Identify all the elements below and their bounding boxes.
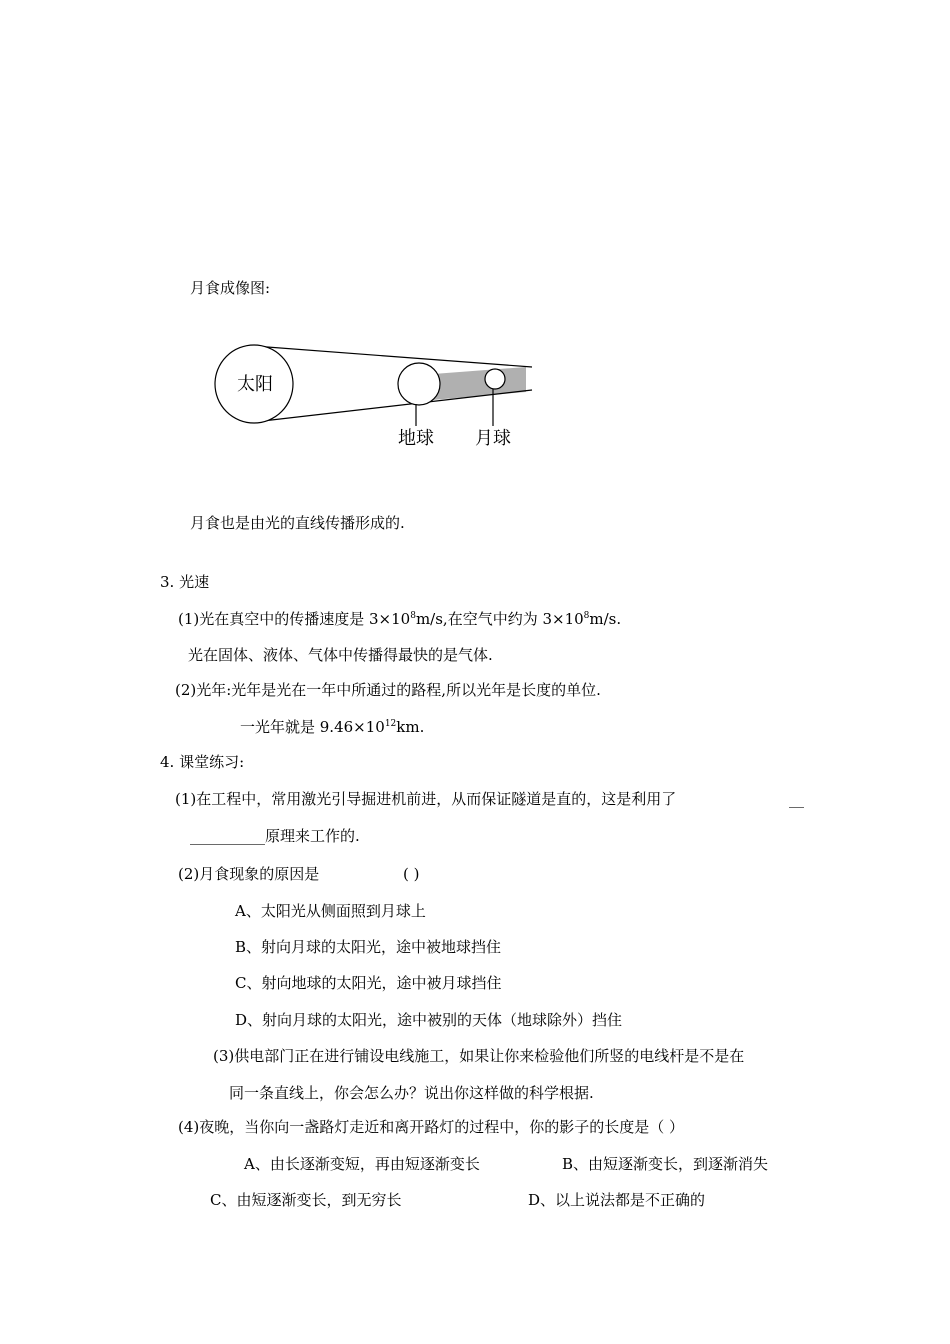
section-3-heading: 3. 光速	[160, 573, 210, 591]
question-4-option-c: C、由短逐渐变长，到无穷长	[210, 1191, 402, 1209]
lower-ray	[254, 390, 532, 422]
medium-speed-line: 光在固体、液体、气体中传播得最快的是气体.	[188, 646, 493, 664]
question-2-option-b: B、射向月球的太阳光，途中被地球挡住	[235, 938, 502, 956]
section-4-heading: 4. 课堂练习:	[160, 753, 245, 771]
question-1-line-1: (1)在工程中，常用激光引导掘进机前进，从而保证隧道是直的，这是利用了	[175, 790, 677, 808]
diagram-note: 月食也是由光的直线传播形成的.	[190, 514, 405, 532]
sun-label: 太阳	[237, 374, 273, 395]
earth-label: 地球	[398, 428, 434, 449]
question-1-blank-end: __	[789, 790, 804, 808]
question-2-stem: (2)月食现象的原因是	[178, 865, 320, 883]
moon-label: 月球	[475, 428, 511, 449]
light-speed-line: (1)光在真空中的传播速度是 $3\times 10^8m/s$,在空气中约为 $3\times 10^8m/s$.	[178, 610, 622, 628]
question-4-option-a: A、由长逐渐变短，再由短逐渐变长	[244, 1155, 480, 1173]
upper-ray	[254, 346, 532, 367]
question-2-answer-paren: ( )	[403, 865, 420, 883]
question-3-line-2: 同一条直线上，你会怎么办？说出你这样做的科学根据.	[229, 1084, 594, 1102]
lunar-eclipse-diagram	[208, 330, 548, 460]
earth-circle	[398, 363, 440, 405]
diagram-caption: 月食成像图:	[190, 279, 271, 297]
light-year-value: 一光年就是 $9.46\times 10^{12}km$.	[240, 718, 425, 736]
moon-circle	[485, 369, 505, 389]
question-4-option-d: D、以上说法都是不正确的	[528, 1191, 706, 1209]
question-4-option-b: B、由短逐渐变长，到逐渐消失	[562, 1155, 769, 1173]
question-2-option-c: C、射向地球的太阳光，途中被月球挡住	[235, 974, 502, 992]
question-4-stem: (4)夜晚，当你向一盏路灯走近和离开路灯的过程中，你的影子的长度是（ ）	[178, 1118, 685, 1136]
question-2-option-d: D、射向月球的太阳光，途中被别的天体（地球除外）挡住	[235, 1011, 623, 1029]
question-2-option-a: A、太阳光从侧面照到月球上	[235, 902, 426, 920]
light-year-definition: (2)光年:光年是光在一年中所通过的路程,所以光年是长度的单位.	[175, 681, 601, 699]
question-3-line-1: (3)供电部门正在进行铺设电线施工，如果让你来检验他们所竖的电线杆是不是在	[213, 1047, 745, 1065]
question-1-line-2: __________原理来工作的.	[190, 827, 360, 845]
